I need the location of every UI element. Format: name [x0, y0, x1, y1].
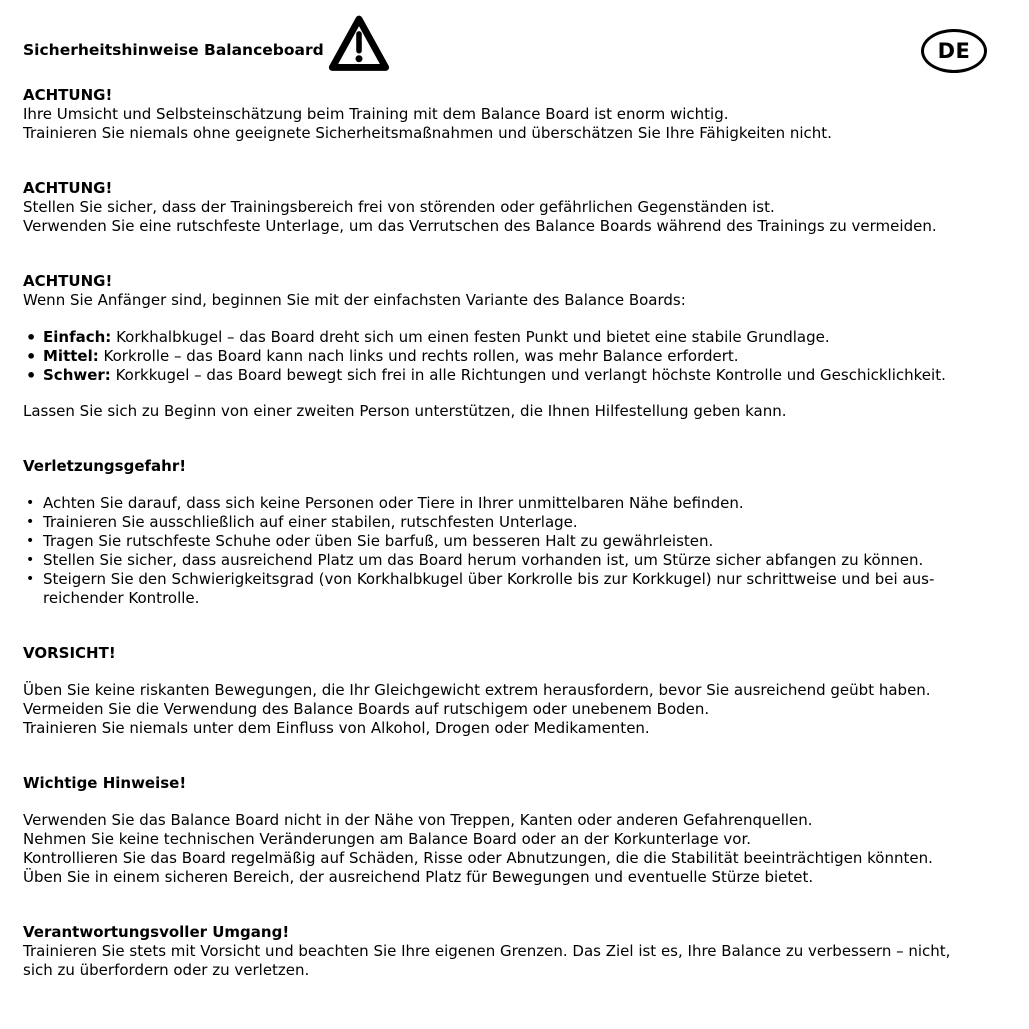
bullet-label: Einfach: — [43, 328, 112, 346]
paragraph-line: Nehmen Sie keine technischen Veränderungen am Balance Board oder an der Korkunterlage vor. — [23, 830, 752, 848]
bullet-text: Korkkugel – das Board bewegt sich frei in alle Richtungen und verlangt höchste Kontrolle und Geschicklichkeit. — [115, 366, 946, 384]
paragraph-line: Kontrollieren Sie das Board regelmäßig auf Schäden, Risse oder Abnutzungen, die die Stabilität beeinträchtigen könnten. — [23, 849, 933, 867]
section-achtung-3 — [23, 272, 1011, 421]
paragraph-line: sich zu überfordern oder zu verletzen. — [23, 961, 310, 979]
section-heading: ACHTUNG! — [23, 179, 113, 197]
paragraph-line: Trainieren Sie niemals ohne geeignete Sicherheitsmaßnahmen und überschätzen Sie Ihre Fähigkeiten nicht. — [23, 124, 832, 142]
list-item — [23, 570, 1011, 608]
bullet-line: reichender Kontrolle. — [43, 589, 200, 607]
section-verantwortungsvoller-umgang — [23, 923, 1011, 980]
paragraph-line: Lassen Sie sich zu Beginn von einer zweiten Person unterstützen, die Ihnen Hilfestellung geben kann. — [23, 402, 787, 420]
language-badge — [921, 29, 987, 73]
section-heading: Wichtige Hinweise! — [23, 774, 187, 792]
paragraph-line: Ihre Umsicht und Selbsteinschätzung beim Training mit dem Balance Board ist enorm wichtig. — [23, 105, 729, 123]
list-item: • Tragen Sie rutschfeste Schuhe oder üben Sie barfuß, um besseren Halt zu gewährleisten. — [23, 532, 1011, 551]
section-heading: VORSICHT! — [23, 644, 116, 662]
section-heading: Verantwortungsvoller Umgang! — [23, 923, 290, 941]
section-body — [23, 681, 1011, 738]
paragraph-line: Vermeiden Sie die Verwendung des Balance Boards auf rutschigem oder unebenem Boden. — [23, 700, 710, 718]
paragraph-line: Verwenden Sie eine rutschfeste Unterlage, um das Verrutschen des Balance Boards während des Trainings zu vermeiden. — [23, 217, 937, 235]
list-item: • Stellen Sie sicher, dass ausreichend Platz um das Board herum vorhanden ist, um Stürze sicher abfangen zu können. — [23, 551, 1011, 570]
section-body — [23, 811, 1011, 887]
paragraph-line: Stellen Sie sicher, dass der Trainingsbereich frei von störenden oder gefährlichen Gegenständen ist. — [23, 198, 775, 216]
list-item: • Achten Sie darauf, dass sich keine Personen oder Tiere in Ihrer unmittelbaren Nähe befinden. — [23, 494, 1011, 513]
section-wichtige-hinweise — [23, 774, 1011, 887]
bullet-text: Korkhalbkugel – das Board dreht sich um einen festen Punkt und bietet eine stabile Grundlage. — [116, 328, 830, 346]
list-item-mittel — [23, 347, 1011, 366]
section-heading: ACHTUNG! — [23, 86, 113, 104]
language-badge-label: DE — [937, 38, 971, 63]
list-item-schwer — [23, 366, 1011, 385]
section-vorsicht — [23, 644, 1011, 738]
section-achtung-1 — [23, 86, 1011, 143]
paragraph-line: Üben Sie in einem sicheren Bereich, der ausreichend Platz für Bewegungen und eventuelle Stürze bietet. — [23, 868, 814, 886]
warning-triangle-icon — [328, 12, 390, 77]
page-title: Sicherheitshinweise Balanceboard — [23, 41, 324, 59]
injury-risk-bullet-list — [23, 494, 1011, 608]
paragraph-line: Verwenden Sie das Balance Board nicht in der Nähe von Treppen, Kanten oder anderen Gefahrenquellen. — [23, 811, 813, 829]
paragraph-line: Üben Sie keine riskanten Bewegungen, die Ihr Gleichgewicht extrem herausfordern, bevor Sie ausreichend geübt haben. — [23, 681, 931, 699]
list-item-einfach — [23, 328, 1011, 347]
section-heading: Verletzungsgefahr! — [23, 457, 187, 475]
section-achtung-2 — [23, 179, 1011, 236]
section-verletzungsgefahr — [23, 457, 1011, 608]
document-body — [0, 86, 1029, 980]
paragraph-line: Trainieren Sie niemals unter dem Einfluss von Alkohol, Drogen oder Medikamenten. — [23, 719, 650, 737]
bullet-label: Schwer: — [43, 366, 111, 384]
section-heading: ACHTUNG! — [23, 272, 113, 290]
document-header — [0, 0, 1029, 86]
paragraph-line: Wenn Sie Anfänger sind, beginnen Sie mit der einfachsten Variante des Balance Boards: — [23, 291, 686, 309]
list-item: • Trainieren Sie ausschließlich auf einer stabilen, rutschfesten Unterlage. — [23, 513, 1011, 532]
difficulty-bullet-list — [23, 328, 1011, 385]
bullet-text: Korkrolle – das Board kann nach links und rechts rollen, was mehr Balance erfordert. — [103, 347, 739, 365]
bullet-label: Mittel: — [43, 347, 99, 365]
bullet-line: • Steigern Sie den Schwierigkeitsgrad (von Korkhalbkugel über Korkrolle bis zur Korkkugel) nur schrittweise und bei aus- — [43, 570, 935, 588]
paragraph-line: Trainieren Sie stets mit Vorsicht und beachten Sie Ihre eigenen Grenzen. Das Ziel ist es, Ihre Balance zu verbessern – nicht, — [23, 942, 951, 960]
